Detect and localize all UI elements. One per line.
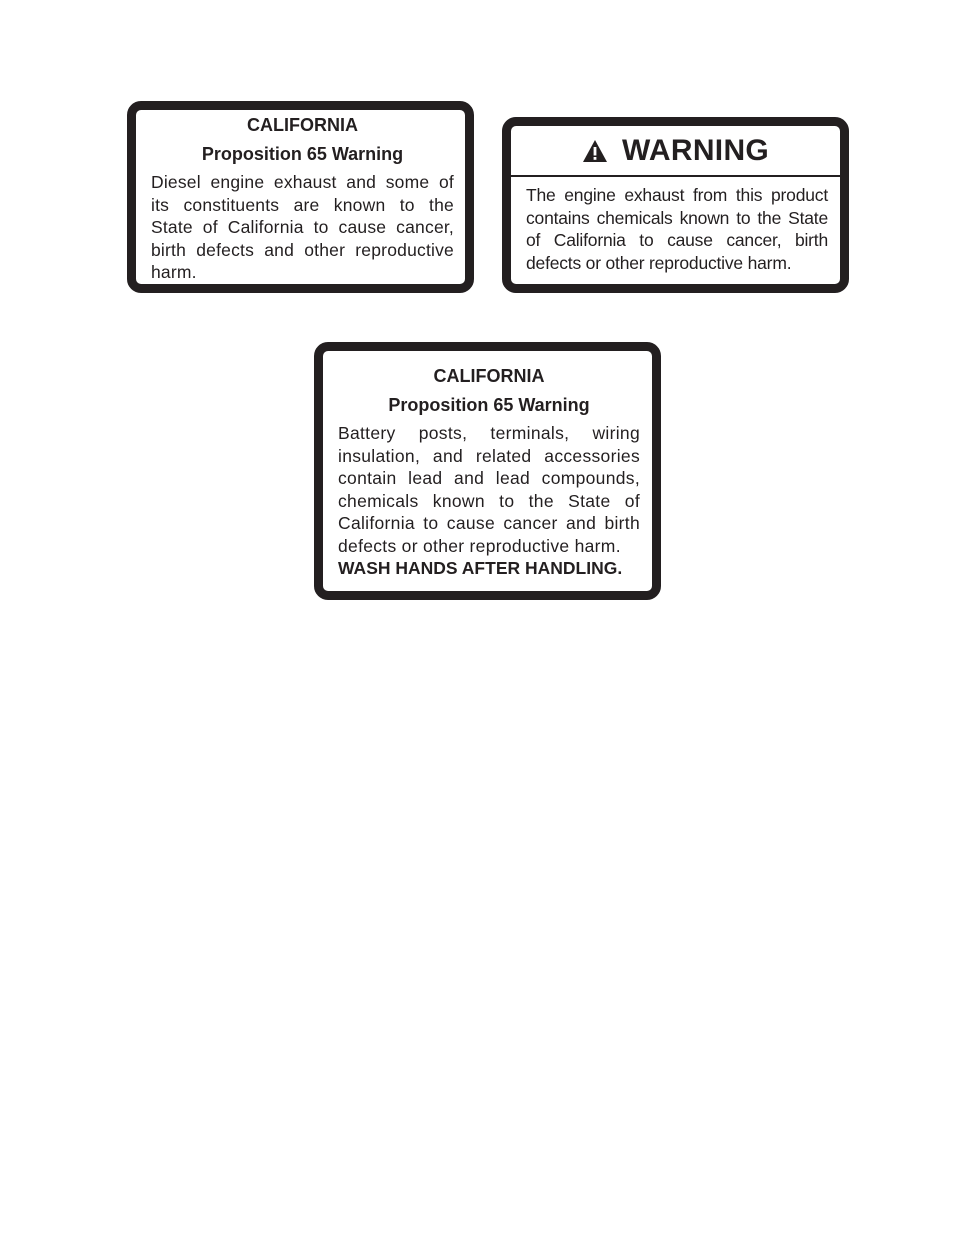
label-body: Diesel engine exhaust and some of its constituents are known to the State of California to cause cancer, birth defects and other reproductive harm. <box>151 172 454 282</box>
wash-hands-notice: WASH HANDS AFTER HANDLING. <box>338 558 623 578</box>
warning-heading: WARNING <box>621 133 770 167</box>
prop65-battery-label <box>314 342 661 600</box>
warning-header <box>511 126 840 177</box>
warning-triangle-icon <box>582 139 608 163</box>
label-subheading: Proposition 65 Warning <box>201 144 404 164</box>
label-body: Battery posts, terminals, wiring insulation, and related accessories contain lead and lead compounds, chemicals known to the State of California to cause cancer and birth defects or other reproductive harm. <box>338 423 640 556</box>
engine-exhaust-warning-label <box>502 117 849 293</box>
prop65-diesel-exhaust-label <box>127 101 474 293</box>
label-heading: CALIFORNIA <box>247 115 358 135</box>
label-body-container <box>338 422 640 580</box>
label-heading: CALIFORNIA <box>433 366 545 386</box>
label-body: The engine exhaust from this product contains chemicals known to the State of California to cause cancer, birth defects or other reproductive harm. <box>526 185 828 273</box>
label-subheading: Proposition 65 Warning <box>388 395 590 415</box>
